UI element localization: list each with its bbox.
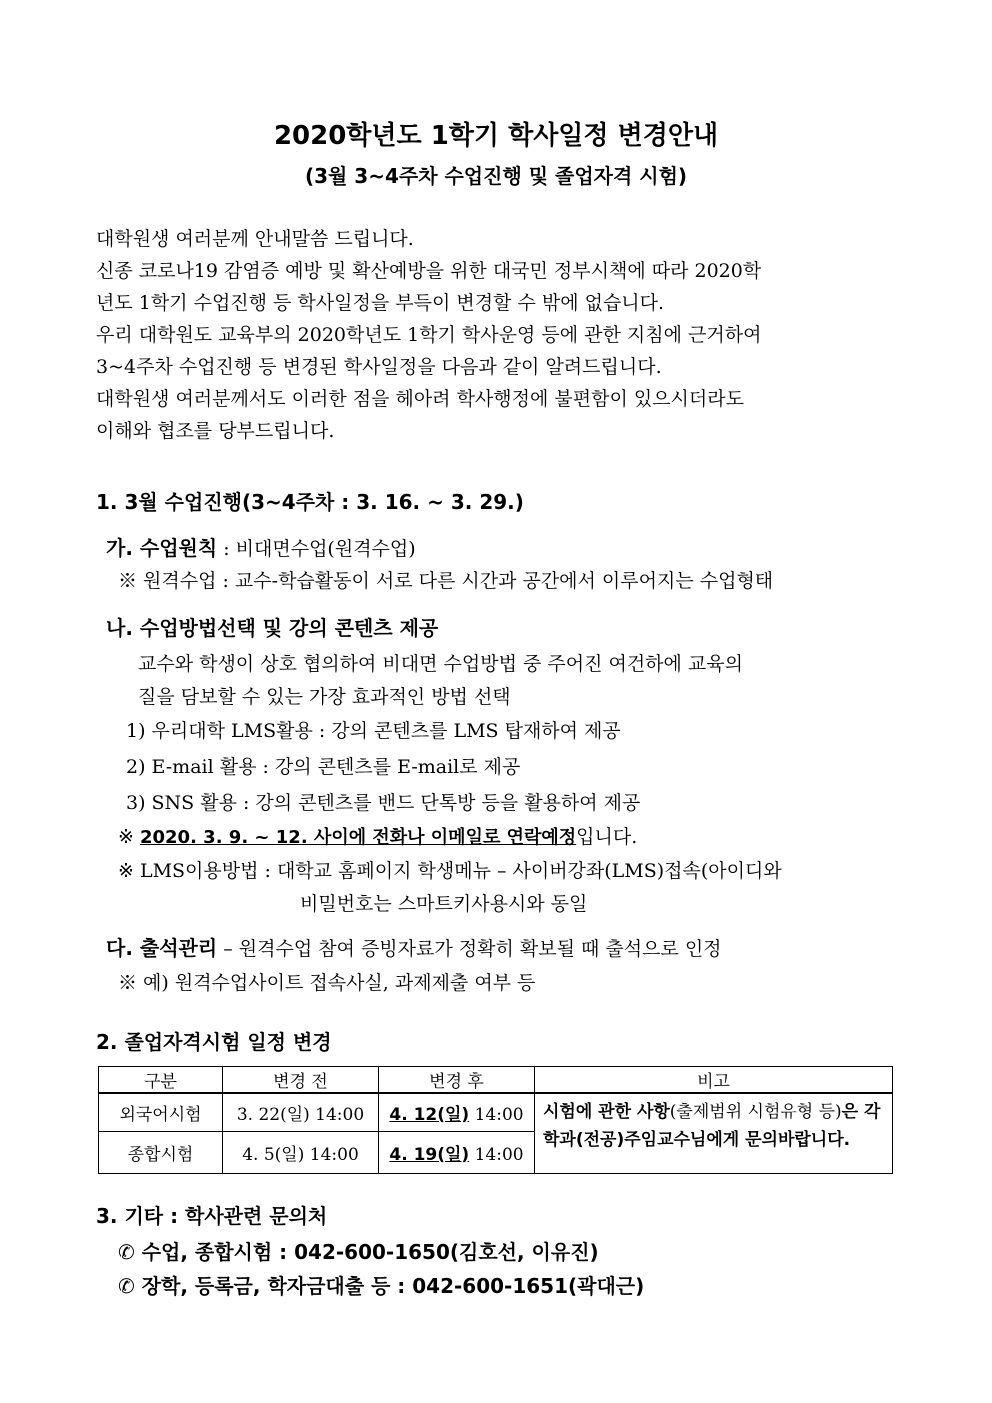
ga-text: : 비대면수업(원격수업) — [217, 538, 416, 560]
after-time: 14:00 — [469, 1104, 524, 1125]
contact-tail: 입니다. — [576, 826, 638, 848]
col-header: 변경 전 — [223, 1067, 379, 1094]
exam-name: 외국어시험 — [99, 1093, 223, 1131]
na-label: 나. 수업방법선택 및 강의 콘텐츠 제공 — [106, 616, 439, 640]
page-subtitle: (3월 3~4주차 수업진행 및 졸업자격 시험) — [304, 164, 688, 188]
na-desc: 질을 담보할 수 있는 가장 효과적인 방법 선택 — [138, 686, 511, 708]
col-header: 변경 후 — [379, 1067, 535, 1094]
section1-da — [106, 932, 722, 961]
exam-schedule-table — [98, 1066, 893, 1174]
lms-note-cont: 비밀번호는 스마트키사용시와 동일 — [300, 893, 588, 915]
contact-line: ✆ 장학, 등록금, 학자금대출 등 : 042-600-1651(곽대근) — [118, 1274, 645, 1298]
note-bold: 시험에 관한 사항 — [543, 1102, 670, 1122]
intro-line: 년도 1학기 수업진행 등 학사일정을 부득이 변경할 수 밖에 없습니다. — [96, 292, 665, 314]
section1-heading: 1. 3월 수업진행(3~4주차 : 3. 16. ~ 3. 29.) — [96, 490, 524, 514]
intro-line: 대학원생 여러분께 안내말씀 드립니다. — [96, 228, 414, 250]
intro-line: 3~4주차 수업진행 등 변경된 학사일정을 다음과 같이 알려드립니다. — [96, 356, 662, 378]
note-bold: 은 각 학과(전공)주임교수님에게 문의바랍니다. — [543, 1102, 881, 1150]
na-method-item: 1) 우리대학 LMS활용 : 강의 콘텐츠를 LMS 탑재하여 제공 — [126, 720, 621, 742]
section3-heading: 3. 기타 : 학사관련 문의처 — [96, 1204, 328, 1228]
ga-label: 가. 수업원칙 — [106, 536, 218, 560]
intro-line: 우리 대학원도 교육부의 2020학년도 1학기 학사운영 등에 관한 지침에 근거하여 — [96, 324, 762, 346]
lms-note: ※ LMS이용방법 : 대학교 홈페이지 학생메뉴 – 사이버강좌(LMS)접속(아이디와 — [118, 860, 782, 882]
exam-after — [379, 1131, 535, 1173]
note-mark: ※ — [118, 826, 140, 848]
page-title: 2020학년도 1학기 학사일정 변경안내 — [273, 121, 719, 151]
contact-line: ✆ 수업, 종합시험 : 042-600-1650(김호선, 이유진) — [118, 1240, 599, 1264]
contact-bold: 2020. 3. 9. ~ 12. 사이에 전화나 이메일로 연락예정 — [139, 827, 577, 848]
col-header: 비고 — [535, 1067, 893, 1094]
na-desc: 교수와 학생이 상호 협의하여 비대면 수업방법 중 주어진 여건하에 교육의 — [138, 653, 743, 675]
after-date: 4. 19(일) — [389, 1144, 470, 1165]
exam-note — [535, 1093, 893, 1173]
intro-line: 신종 코로나19 감염증 예방 및 확산예방을 위한 대국민 정부시책에 따라 2020학 — [96, 260, 762, 282]
na-method-item: 2) E-mail 활용 : 강의 콘텐츠를 E-mail로 제공 — [126, 756, 521, 778]
section2-heading: 2. 졸업자격시험 일정 변경 — [96, 1030, 332, 1054]
contact-notice — [118, 822, 637, 849]
note-plain: (출제범위 시험유형 등) — [669, 1102, 842, 1122]
exam-name: 종합시험 — [99, 1131, 223, 1173]
na-method-item: 3) SNS 활용 : 강의 콘텐츠를 밴드 단톡방 등을 활용하여 제공 — [126, 792, 641, 814]
exam-before: 3. 22(일) 14:00 — [223, 1093, 379, 1131]
intro-line: 이해와 협조를 당부드립니다. — [96, 420, 335, 442]
after-date: 4. 12(일) — [389, 1104, 470, 1125]
exam-after — [379, 1093, 535, 1131]
da-text: – 원격수업 참여 증빙자료가 정확히 확보될 때 출석으로 인정 — [217, 938, 722, 960]
ga-note: ※ 원격수업 : 교수-학습활동이 서로 다른 시간과 공간에서 이루어지는 수업형태 — [118, 570, 774, 592]
da-label: 다. 출석관리 — [106, 936, 218, 960]
da-note: ※ 예) 원격수업사이트 접속사실, 과제제출 여부 등 — [118, 972, 536, 994]
intro-line: 대학원생 여러분께서도 이러한 점을 헤아려 학사행정에 불편함이 있으시더라도 — [96, 388, 744, 410]
col-header: 구분 — [99, 1067, 223, 1094]
section1-ga — [106, 532, 416, 561]
after-time: 14:00 — [469, 1144, 524, 1165]
exam-before: 4. 5(일) 14:00 — [223, 1131, 379, 1173]
